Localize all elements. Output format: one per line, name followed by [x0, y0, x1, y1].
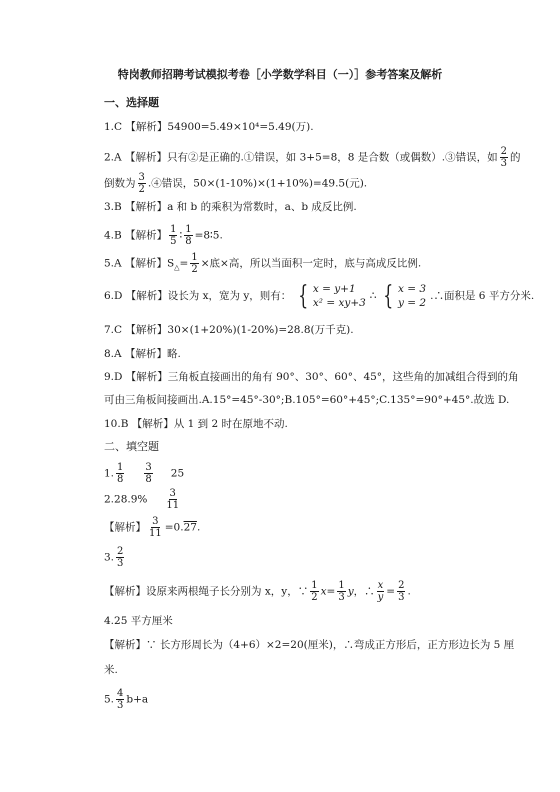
fraction: $\frac{1}{8}$ [185, 224, 192, 247]
fill-item-1: 1. $\frac{1}{8}$ $\frac{3}{8}$ 25 [104, 462, 185, 485]
fill-item-3-explanation: 【解析】设原来两根绳子长分别为 x，y，∵ $\frac{1}{2}$ x= $\frac{1}{3}$ y，∴ $\frac{x}{y}$ = $\frac{2}{3}$ . [104, 580, 411, 603]
fraction: $\frac{3}{11}$ [166, 488, 180, 511]
page-title: 特岗教师招聘考试模拟考卷［小学数学科目（一）］参考答案及解析 [117, 68, 443, 81]
fraction: $\frac{x}{y}$ [377, 580, 384, 603]
fraction: $\frac{2}{3}$ [500, 146, 507, 169]
fraction: $\frac{1}{3}$ [338, 580, 345, 603]
choice-item-7: 7.C 【解析】30×(1+20%)(1-20%)=28.8(万千克). [104, 324, 354, 336]
fraction: $\frac{2}{3}$ [117, 546, 124, 569]
fill-item-5: 5. $\frac{4}{3}$ b+a [104, 688, 149, 711]
choice-item-5: 5.A 【解析】$S_\triangle=$ $\frac{1}{2}$ ×底×高，所以当面积一定时，底与高成反比例. [104, 252, 422, 275]
section-heading-choice: 一、选择题 [104, 96, 159, 109]
fill-item-4: 4.25 平方厘米 [104, 615, 173, 627]
fraction: $\frac{3}{11}$ [149, 516, 162, 539]
fraction: $\frac{1}{2}$ [191, 252, 198, 275]
fraction: $\frac{1}{2}$ [311, 580, 318, 603]
choice-item-3: 3.B 【解析】a 和 b 的乘积为常数时，a、b 成反比例. [104, 201, 357, 213]
choice-item-4: 4.B 【解析】 $\frac{1}{5}$ ∶ $\frac{1}{8}$ =8∶5. [104, 224, 223, 247]
fill-item-3: 3. $\frac{2}{3}$ [104, 546, 124, 569]
choice-item-9: 9.D 【解析】三角板直接画出的角有 90°、30°、60°、45°，这些角的加减组合得到的角 [104, 371, 519, 383]
equation-system: { x = y+1 x² = xy+3 [298, 281, 366, 311]
fill-item-4-explanation: 【解析】∵ 长方形周长为（4+6）×2=20(厘米)，∴弯成正方形后，正方形边长为 5 厘 [104, 639, 515, 651]
choice-item-8: 8.A 【解析】略. [104, 348, 181, 360]
choice-item-2-cont: 倒数为 $\frac{3}{2}$ .④错误，50×(1-10%)×(1+10%)=49.5(元). [104, 172, 368, 195]
fraction: $\frac{1}{8}$ [117, 462, 124, 485]
fraction: $\frac{4}{3}$ [117, 688, 124, 711]
fraction: $\frac{3}{2}$ [138, 172, 145, 195]
choice-item-6: 6.D 【解析】设长为 x，宽为 y，则有： { x = y+1 x² = xy+3 ∴ { x = 3 y = 2 .∴面积是 6 平方分米. [104, 281, 535, 311]
choice-item-9-cont: 可由三角板间接画出.A.15°=45°-30°;B.105°=60°+45°;C.135°=90°+45°.故选 D. [104, 394, 510, 406]
fraction: $\frac{1}{5}$ [170, 224, 177, 247]
fill-item-4-explanation-cont: 米. [104, 664, 118, 676]
choice-item-2: 2.A 【解析】只有②是正确的.①错误，如 3+5=8，8 是合数（或偶数）.③错误，如 $\frac{2}{3}$ 的 [104, 146, 521, 169]
equation-system: { x = 3 y = 2 [383, 281, 427, 311]
fraction: $\frac{3}{8}$ [145, 462, 152, 485]
fill-item-2: 2.28.9% $\frac{3}{11}$ [104, 488, 180, 511]
choice-item-10: 10.B 【解析】从 1 到 2 时在原地不动. [104, 418, 288, 430]
repeating-decimal: 27 [183, 521, 197, 534]
choice-item-1: 1.C 【解析】54900=5.49×10⁴=5.49(万). [104, 121, 314, 133]
fraction: $\frac{2}{3}$ [398, 580, 405, 603]
section-heading-fill: 二、填空题 [104, 440, 159, 453]
fill-item-2-explanation: 【解析】 $\frac{3}{11}$ =0.27. [104, 516, 201, 539]
